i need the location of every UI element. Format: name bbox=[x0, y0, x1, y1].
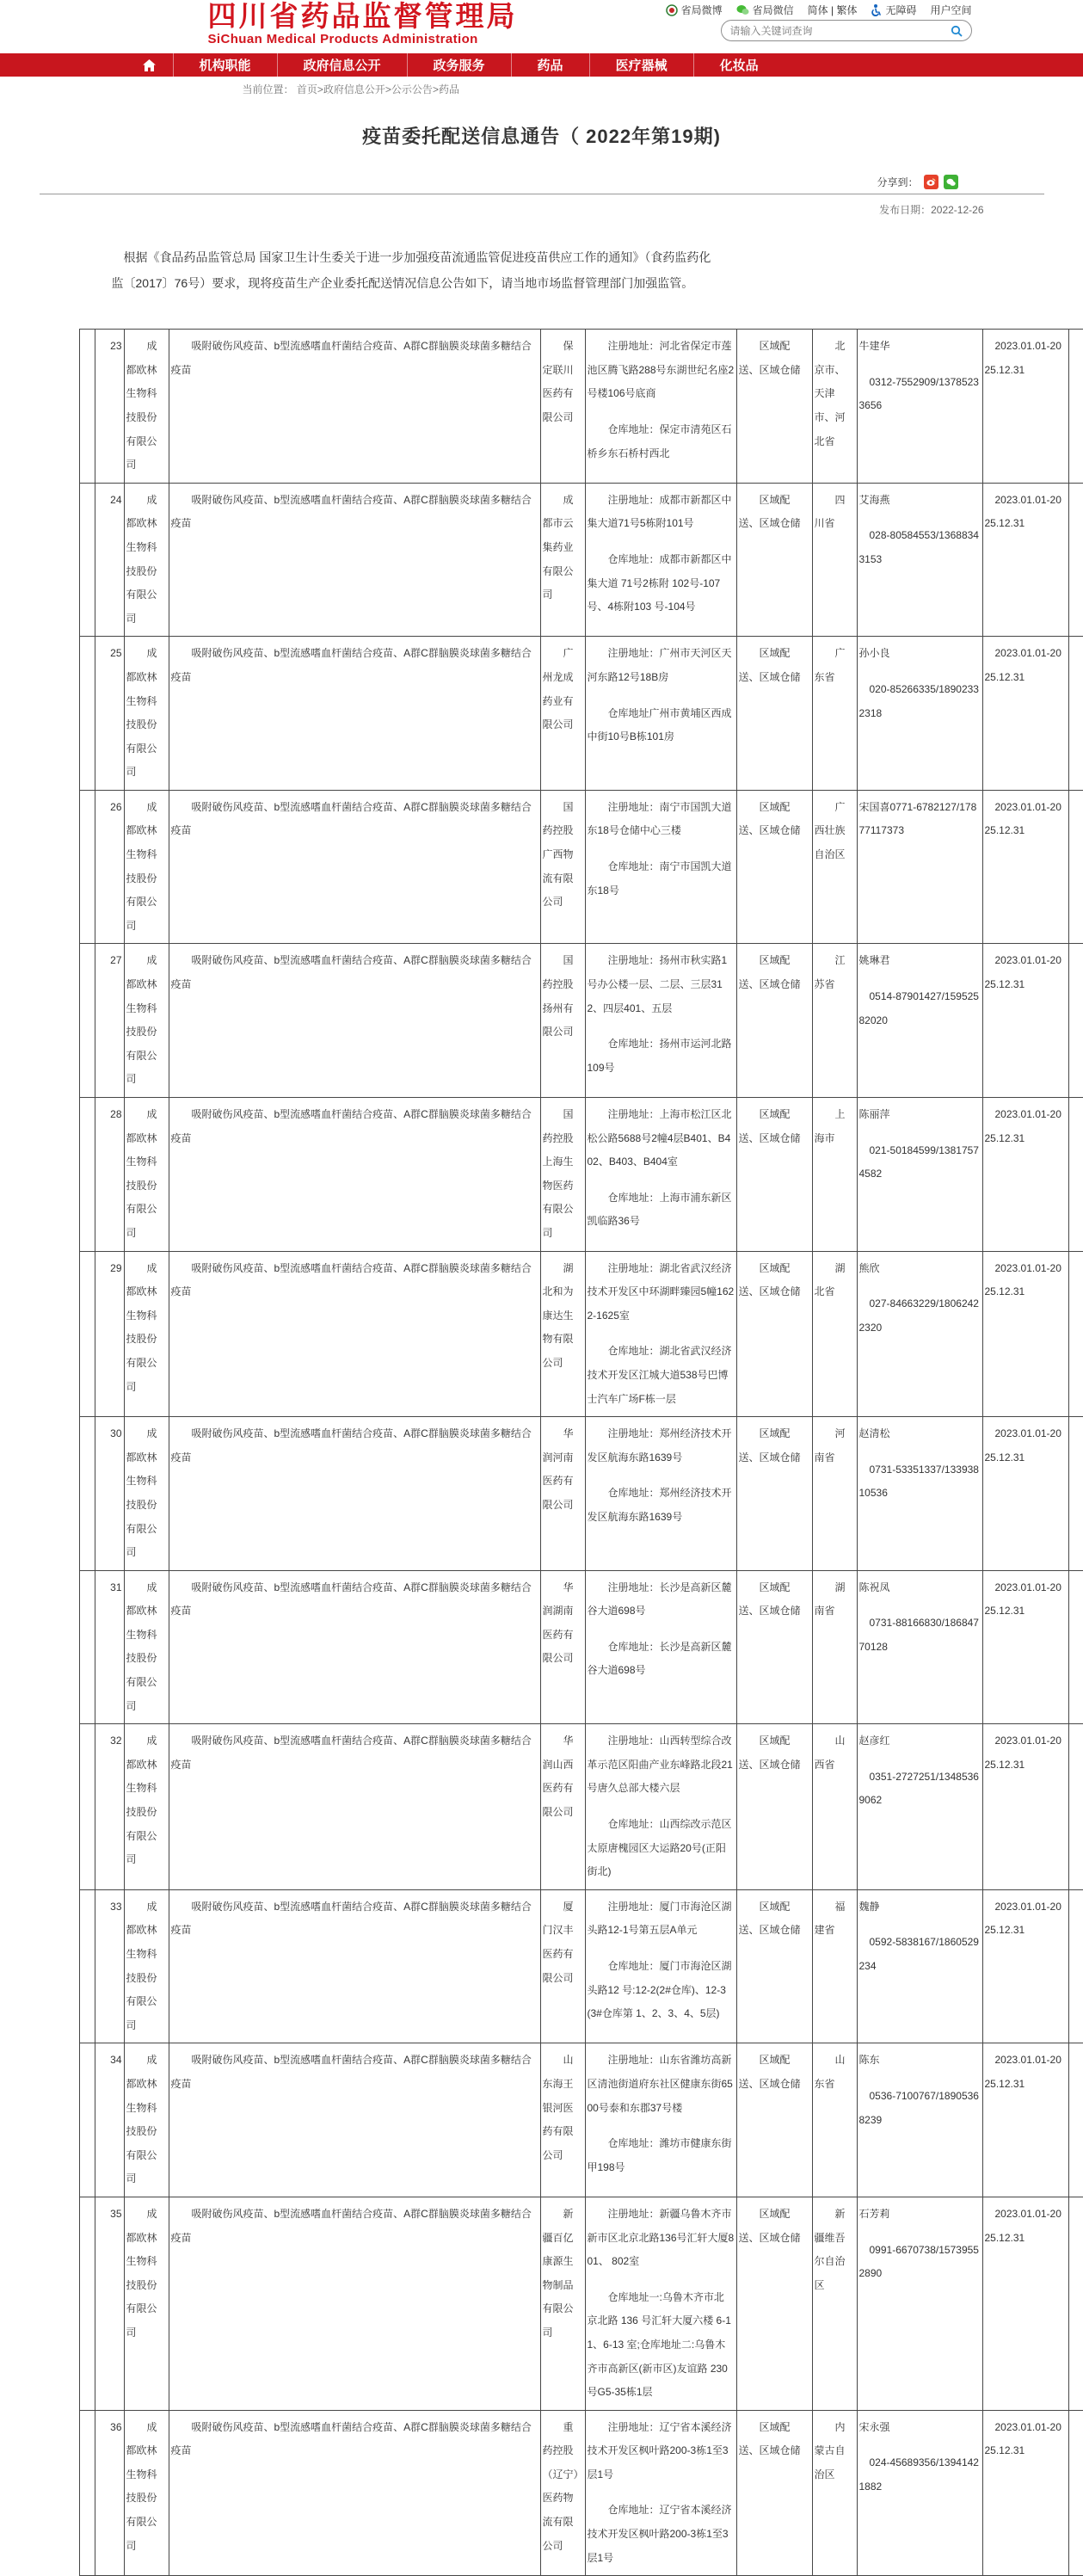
cell-contact bbox=[857, 944, 982, 1098]
cell-delivery-mode: 区域配送、区域仓储 bbox=[736, 1570, 812, 1724]
nav-item-drugs[interactable]: 药品 bbox=[511, 53, 589, 77]
cell-spacer-left bbox=[79, 1251, 95, 1417]
article bbox=[40, 122, 1061, 2576]
cell-distributor: 山东海王银河医药有限公司 bbox=[540, 2043, 585, 2197]
main-nav bbox=[0, 53, 1083, 77]
registered-address: 注册地址：长沙是高新区麓谷大道698号 bbox=[587, 1581, 732, 1618]
cell-row-number: 23 bbox=[95, 330, 124, 484]
cell-period: 2023.01.01-2025.12.31 bbox=[982, 330, 1068, 484]
contact-name: 陈祝凤 bbox=[858, 1581, 890, 1593]
cell-spacer-left bbox=[79, 1570, 95, 1724]
cell-addresses bbox=[585, 944, 736, 1098]
cell-contact bbox=[857, 1570, 982, 1724]
contact-name: 熊欣 bbox=[858, 1261, 880, 1274]
cell-contact bbox=[857, 2043, 982, 2197]
cell-distributor: 保定联川医药有限公司 bbox=[540, 330, 585, 484]
warehouse-address: 仓库地址：上海市浦东新区凯临路36号 bbox=[587, 1191, 732, 1228]
cell-period: 2023.01.01-2025.12.31 bbox=[982, 944, 1068, 1098]
cell-spacer-right bbox=[1068, 944, 1083, 1098]
cell-vaccines: 吸附破伤风疫苗、b型流感嗜血杆菌结合疫苗、A群C群脑膜炎球菌多糖结合疫苗 bbox=[169, 1889, 540, 2043]
cell-manufacturer: 成都欧林生物科技股份有限公司 bbox=[124, 1098, 169, 1252]
share-wechat-icon[interactable] bbox=[944, 175, 958, 189]
accessibility-icon bbox=[871, 4, 882, 16]
table-row bbox=[79, 790, 1083, 944]
warehouse-address: 仓库地址：长沙是高新区麓谷大道698号 bbox=[587, 1640, 732, 1677]
table-row bbox=[79, 2197, 1083, 2410]
cell-vaccines: 吸附破伤风疫苗、b型流感嗜血杆菌结合疫苗、A群C群脑膜炎球菌多糖结合疫苗 bbox=[169, 330, 540, 484]
cell-row-number: 26 bbox=[95, 790, 124, 944]
cell-distributor: 新疆百亿康源生物制品有限公司 bbox=[540, 2197, 585, 2410]
cell-spacer-left bbox=[79, 1724, 95, 1890]
contact-phone: 0592-5838167/1860529234 bbox=[858, 1936, 979, 1972]
cell-spacer-right bbox=[1068, 790, 1083, 944]
cell-manufacturer: 成都欧林生物科技股份有限公司 bbox=[124, 1889, 169, 2043]
cell-distributor: 厦门汉丰医药有限公司 bbox=[540, 1889, 585, 2043]
cell-vaccines: 吸附破伤风疫苗、b型流感嗜血杆菌结合疫苗、A群C群脑膜炎球菌多糖结合疫苗 bbox=[169, 2043, 540, 2197]
cell-period: 2023.01.01-2025.12.31 bbox=[982, 1098, 1068, 1252]
cell-spacer-left bbox=[79, 637, 95, 791]
cell-addresses bbox=[585, 2410, 736, 2576]
cell-spacer-right bbox=[1068, 2410, 1083, 2576]
cell-region: 四川省 bbox=[812, 483, 857, 637]
cell-period: 2023.01.01-2025.12.31 bbox=[982, 1417, 1068, 1571]
weibo-icon bbox=[666, 4, 678, 16]
cell-manufacturer: 成都欧林生物科技股份有限公司 bbox=[124, 790, 169, 944]
cell-distributor: 重药控股（辽宁）医药物流有限公司 bbox=[540, 2410, 585, 2576]
cell-period: 2023.01.01-2025.12.31 bbox=[982, 790, 1068, 944]
cell-vaccines: 吸附破伤风疫苗、b型流感嗜血杆菌结合疫苗、A群C群脑膜炎球菌多糖结合疫苗 bbox=[169, 1417, 540, 1571]
registered-address: 注册地址：山西转型综合改革示范区阳曲产业东峰路北段21号唐久总部大楼六层 bbox=[587, 1735, 733, 1795]
cell-addresses bbox=[585, 2043, 736, 2197]
table-row bbox=[79, 637, 1083, 791]
contact-name: 赵彦红 bbox=[858, 1735, 890, 1747]
table-row bbox=[79, 1570, 1083, 1724]
contact-name: 宋永强 bbox=[858, 2420, 890, 2433]
breadcrumb-notices[interactable]: 公示公告 bbox=[391, 83, 433, 96]
registered-address: 注册地址：辽宁省本溪经济技术开发区枫叶路200-3栋1至3层1号 bbox=[587, 2420, 732, 2480]
cell-vaccines: 吸附破伤风疫苗、b型流感嗜血杆菌结合疫苗、A群C群脑膜炎球菌多糖结合疫苗 bbox=[169, 1098, 540, 1252]
cell-vaccines: 吸附破伤风疫苗、b型流感嗜血杆菌结合疫苗、A群C群脑膜炎球菌多糖结合疫苗 bbox=[169, 1724, 540, 1890]
table-row bbox=[79, 2043, 1083, 2197]
cell-spacer-right bbox=[1068, 2043, 1083, 2197]
contact-name: 孙小良 bbox=[858, 647, 890, 660]
site-title-cn: 四川省药品监督管理局 bbox=[207, 0, 518, 32]
warehouse-address: 仓库地址：成都市新都区中集大道 71号2栋附 102号-107号、4栋附103 号-104号 bbox=[587, 552, 732, 613]
contact-phone: 0536-7100767/18905368239 bbox=[858, 2089, 979, 2126]
cell-spacer-right bbox=[1068, 1889, 1083, 2043]
cell-spacer-left bbox=[79, 2410, 95, 2576]
cell-contact bbox=[857, 637, 982, 791]
cell-distributor: 华润河南医药有限公司 bbox=[540, 1417, 585, 1571]
share-label: 分享到： bbox=[877, 176, 919, 188]
cell-delivery-mode: 区域配送、区域仓储 bbox=[736, 483, 812, 637]
contact-name: 赵清松 bbox=[858, 1427, 890, 1440]
registered-address: 注册地址：山东省潍坊高新区清池街道府东社区健康东街6500号泰和东郡37号楼 bbox=[587, 2054, 733, 2114]
contact-phone: 024-45689356/13941421882 bbox=[858, 2456, 979, 2493]
warehouse-address: 仓库地址：厦门市海沧区湖头路12 号:12-2(2#仓库)、12-3(3#仓库第 1、2、3、4、5层) bbox=[587, 1960, 732, 2020]
cell-delivery-mode: 区域配送、区域仓储 bbox=[736, 1724, 812, 1890]
cell-contact bbox=[857, 1889, 982, 2043]
vaccine-table-body bbox=[79, 330, 1083, 2576]
cell-spacer-right bbox=[1068, 637, 1083, 791]
warehouse-address: 仓库地址：潍坊市健康东街甲198号 bbox=[587, 2137, 732, 2173]
cell-period: 2023.01.01-2025.12.31 bbox=[982, 1251, 1068, 1417]
cell-spacer-right bbox=[1068, 2197, 1083, 2410]
share-row bbox=[40, 175, 1044, 189]
registered-address: 注册地址：郑州经济技术开发区航海东路1639号 bbox=[587, 1427, 732, 1464]
cell-region: 河南省 bbox=[812, 1417, 857, 1571]
cell-row-number: 27 bbox=[95, 944, 124, 1098]
cell-addresses bbox=[585, 1570, 736, 1724]
cell-contact bbox=[857, 1251, 982, 1417]
breadcrumb-prefix: 当前位置： bbox=[242, 83, 294, 96]
table-row bbox=[79, 1889, 1083, 2043]
registered-address: 注册地址：上海市松江区北松公路5688号2幢4层B401、B402、B403、B404室 bbox=[587, 1108, 732, 1168]
registered-address: 注册地址：河北省保定市莲池区腾飞路288号东湖世纪名座2号楼106号底商 bbox=[587, 340, 735, 400]
cell-region: 江苏省 bbox=[812, 944, 857, 1098]
cell-contact bbox=[857, 2197, 982, 2410]
cell-delivery-mode: 区域配送、区域仓储 bbox=[736, 2197, 812, 2410]
cell-spacer-left bbox=[79, 1417, 95, 1571]
cell-period: 2023.01.01-2025.12.31 bbox=[982, 2197, 1068, 2410]
cell-contact bbox=[857, 1417, 982, 1571]
cell-period: 2023.01.01-2025.12.31 bbox=[982, 483, 1068, 637]
cell-row-number: 25 bbox=[95, 637, 124, 791]
cell-addresses bbox=[585, 1098, 736, 1252]
cell-manufacturer: 成都欧林生物科技股份有限公司 bbox=[124, 1570, 169, 1724]
cell-vaccines: 吸附破伤风疫苗、b型流感嗜血杆菌结合疫苗、A群C群脑膜炎球菌多糖结合疫苗 bbox=[169, 1570, 540, 1724]
cell-spacer-right bbox=[1068, 1417, 1083, 1571]
cell-vaccines: 吸附破伤风疫苗、b型流感嗜血杆菌结合疫苗、A群C群脑膜炎球菌多糖结合疫苗 bbox=[169, 483, 540, 637]
lang-switch[interactable]: 简体 | 繁体 bbox=[807, 4, 858, 16]
nav-home[interactable] bbox=[126, 53, 173, 77]
cell-addresses bbox=[585, 1251, 736, 1417]
cell-vaccines: 吸附破伤风疫苗、b型流感嗜血杆菌结合疫苗、A群C群脑膜炎球菌多糖结合疫苗 bbox=[169, 944, 540, 1098]
cell-manufacturer: 成都欧林生物科技股份有限公司 bbox=[124, 330, 169, 484]
breadcrumb-home[interactable]: 首页 bbox=[296, 83, 317, 96]
site-header bbox=[0, 0, 1083, 52]
warehouse-address: 仓库地址：南宁市国凯大道东18号 bbox=[587, 860, 732, 897]
registered-address: 注册地址：湖北省武汉经济技术开发区中环湖畔臻园5幢1622-1625室 bbox=[587, 1261, 735, 1322]
contact-phone: 0991-6670738/15739552890 bbox=[858, 2243, 979, 2280]
cell-distributor: 国药控股扬州有限公司 bbox=[540, 944, 585, 1098]
wechat-icon bbox=[736, 4, 749, 15]
cell-period: 2023.01.01-2025.12.31 bbox=[982, 1724, 1068, 1890]
cell-delivery-mode: 区域配送、区域仓储 bbox=[736, 2410, 812, 2576]
cell-period: 2023.01.01-2025.12.31 bbox=[982, 1889, 1068, 2043]
warehouse-address: 仓库地址：湖北省武汉经济技术开发区江城大道538号巴博士汽车广场F栋一层 bbox=[587, 1345, 732, 1405]
contact-name: 艾海燕 bbox=[858, 493, 890, 506]
cell-spacer-left bbox=[79, 2043, 95, 2197]
page-title: 疫苗委托配送信息通告（ 2022年第19期) bbox=[362, 126, 721, 147]
cell-addresses bbox=[585, 1417, 736, 1571]
contact-name: 牛建华 bbox=[858, 340, 890, 353]
topbar bbox=[666, 3, 972, 17]
warehouse-address: 仓库地址广州市黄埔区西成中街10号B栋101房 bbox=[587, 706, 732, 743]
cell-spacer-left bbox=[79, 330, 95, 484]
cell-period: 2023.01.01-2025.12.31 bbox=[982, 637, 1068, 791]
cell-period: 2023.01.01-2025.12.31 bbox=[982, 2043, 1068, 2197]
cell-row-number: 32 bbox=[95, 1724, 124, 1890]
cell-period: 2023.01.01-2025.12.31 bbox=[982, 2410, 1068, 2576]
cell-contact bbox=[857, 790, 982, 944]
cell-spacer-left bbox=[79, 790, 95, 944]
table-row bbox=[79, 330, 1083, 484]
cell-region: 山东省 bbox=[812, 2043, 857, 2197]
cell-distributor: 华润湖南医药有限公司 bbox=[540, 1570, 585, 1724]
cell-delivery-mode: 区域配送、区域仓储 bbox=[736, 330, 812, 484]
cell-region: 新疆维吾尔自治区 bbox=[812, 2197, 857, 2410]
nav-item-services[interactable]: 政务服务 bbox=[407, 53, 511, 77]
table-row bbox=[79, 1251, 1083, 1417]
breadcrumb: 当前位置： 首页>政府信息公开>公示公告>药品 bbox=[242, 83, 459, 96]
warehouse-address: 仓库地址：扬州市运河北路109号 bbox=[587, 1038, 732, 1074]
cell-region: 广东省 bbox=[812, 637, 857, 791]
cell-row-number: 29 bbox=[95, 1251, 124, 1417]
cell-spacer-right bbox=[1068, 330, 1083, 484]
cell-region: 山西省 bbox=[812, 1724, 857, 1890]
cell-vaccines: 吸附破伤风疫苗、b型流感嗜血杆菌结合疫苗、A群C群脑膜炎球菌多糖结合疫苗 bbox=[169, 1251, 540, 1417]
cell-manufacturer: 成都欧林生物科技股份有限公司 bbox=[124, 637, 169, 791]
cell-spacer-right bbox=[1068, 1098, 1083, 1252]
cell-contact bbox=[857, 1098, 982, 1252]
contact-phone: 0351-2727251/13485369062 bbox=[858, 1770, 979, 1807]
table-row bbox=[79, 1098, 1083, 1252]
cell-region: 湖南省 bbox=[812, 1570, 857, 1724]
cell-vaccines: 吸附破伤风疫苗、b型流感嗜血杆菌结合疫苗、A群C群脑膜炎球菌多糖结合疫苗 bbox=[169, 637, 540, 791]
contact-phone: 021-50184599/13817574582 bbox=[858, 1143, 979, 1180]
contact-name: 魏静 bbox=[858, 1900, 880, 1913]
cell-distributor: 国药控股上海生物医药有限公司 bbox=[540, 1098, 585, 1252]
article-intro: 根据《食品药品监管总局 国家卫生计生委关于进一步加强疫苗流通监管促进疫苗供应工作的通知》（食药监药化监〔2017〕76号）要求，现将疫苗生产企业委托配送情况信息公告如下，请当地市场监督管理部门加强监管。 bbox=[111, 250, 711, 291]
cell-region: 福建省 bbox=[812, 1889, 857, 2043]
cell-manufacturer: 成都欧林生物科技股份有限公司 bbox=[124, 2043, 169, 2197]
table-row bbox=[79, 2410, 1083, 2576]
cell-row-number: 30 bbox=[95, 1417, 124, 1571]
contact-name: 宋国喜0771-6782127/17877117373 bbox=[858, 800, 977, 837]
table-row bbox=[79, 944, 1083, 1098]
cell-manufacturer: 成都欧林生物科技股份有限公司 bbox=[124, 1724, 169, 1890]
cell-vaccines: 吸附破伤风疫苗、b型流感嗜血杆菌结合疫苗、A群C群脑膜炎球菌多糖结合疫苗 bbox=[169, 2197, 540, 2410]
cell-addresses bbox=[585, 790, 736, 944]
contact-name: 石芳莉 bbox=[858, 2207, 890, 2220]
publish-date: 发布日期：2022-12-26 bbox=[879, 204, 984, 216]
cell-spacer-left bbox=[79, 1098, 95, 1252]
cell-distributor: 成都市云集药业有限公司 bbox=[540, 483, 585, 637]
contact-name: 陈丽萍 bbox=[858, 1108, 890, 1120]
registered-address: 注册地址：扬州市秋实路1号办公楼一层、二层、三层312、四层401、五层 bbox=[587, 954, 728, 1014]
cell-manufacturer: 成都欧林生物科技股份有限公司 bbox=[124, 2197, 169, 2410]
cell-row-number: 31 bbox=[95, 1570, 124, 1724]
cell-region: 湖北省 bbox=[812, 1251, 857, 1417]
nav-item-functions[interactable]: 机构职能 bbox=[173, 53, 277, 77]
contact-name: 姚琳君 bbox=[858, 954, 890, 967]
search-box bbox=[721, 20, 972, 41]
cell-row-number: 34 bbox=[95, 2043, 124, 2197]
cell-spacer-right bbox=[1068, 1724, 1083, 1890]
weibo-link[interactable]: 省局微博 bbox=[666, 3, 723, 17]
cell-distributor: 华润山西医药有限公司 bbox=[540, 1724, 585, 1890]
cell-row-number: 35 bbox=[95, 2197, 124, 2410]
cell-delivery-mode: 区域配送、区域仓储 bbox=[736, 1251, 812, 1417]
cell-region: 上海市 bbox=[812, 1098, 857, 1252]
cell-manufacturer: 成都欧林生物科技股份有限公司 bbox=[124, 2410, 169, 2576]
table-row bbox=[79, 1724, 1083, 1890]
cell-manufacturer: 成都欧林生物科技股份有限公司 bbox=[124, 1417, 169, 1571]
cell-spacer-left bbox=[79, 2197, 95, 2410]
cell-delivery-mode: 区域配送、区域仓储 bbox=[736, 2043, 812, 2197]
cell-spacer-left bbox=[79, 1889, 95, 2043]
cell-period: 2023.01.01-2025.12.31 bbox=[982, 1570, 1068, 1724]
registered-address: 注册地址：成都市新都区中集大道71号5栋附101号 bbox=[587, 493, 732, 530]
warehouse-address: 仓库地址：郑州经济技术开发区航海东路1639号 bbox=[587, 1487, 732, 1523]
cell-manufacturer: 成都欧林生物科技股份有限公司 bbox=[124, 944, 169, 1098]
nav-item-gov-info[interactable]: 政府信息公开 bbox=[277, 53, 407, 77]
cell-region: 内蒙古自治区 bbox=[812, 2410, 857, 2576]
contact-phone: 0731-53351337/13393810536 bbox=[858, 1463, 979, 1500]
registered-address: 注册地址：广州市天河区天河东路12号18B房 bbox=[587, 647, 732, 683]
cell-distributor: 广州龙成药业有限公司 bbox=[540, 637, 585, 791]
cell-region: 广西壮族自治区 bbox=[812, 790, 857, 944]
cell-spacer-right bbox=[1068, 483, 1083, 637]
contact-phone: 028-80584553/13688343153 bbox=[858, 529, 979, 565]
cell-distributor: 国药控股广西物流有限公司 bbox=[540, 790, 585, 944]
cell-vaccines: 吸附破伤风疫苗、b型流感嗜血杆菌结合疫苗、A群C群脑膜炎球菌多糖结合疫苗 bbox=[169, 2410, 540, 2576]
cell-delivery-mode: 区域配送、区域仓储 bbox=[736, 944, 812, 1098]
cell-contact bbox=[857, 483, 982, 637]
cell-delivery-mode: 区域配送、区域仓储 bbox=[736, 1098, 812, 1252]
cell-row-number: 33 bbox=[95, 1889, 124, 2043]
cell-contact bbox=[857, 2410, 982, 2576]
registered-address: 注册地址：厦门市海沧区湖头路12-1号第五层A单元 bbox=[587, 1900, 732, 1937]
nav-item-cosmetics[interactable]: 化妆品 bbox=[693, 53, 785, 77]
cell-row-number: 36 bbox=[95, 2410, 124, 2576]
contact-phone: 0312-7552909/13785233656 bbox=[858, 375, 979, 412]
home-icon bbox=[143, 59, 156, 71]
cell-spacer-right bbox=[1068, 1570, 1083, 1724]
cell-addresses bbox=[585, 2197, 736, 2410]
wechat-link[interactable]: 省局微信 bbox=[736, 3, 794, 17]
cell-manufacturer: 成都欧林生物科技股份有限公司 bbox=[124, 1251, 169, 1417]
site-title-en: SiChuan Medical Products Administration bbox=[207, 31, 478, 46]
cell-contact bbox=[857, 330, 982, 484]
contact-phone: 0514-87901427/15952582020 bbox=[858, 990, 979, 1026]
contact-phone: 020-85266335/18902332318 bbox=[858, 682, 979, 719]
cell-addresses bbox=[585, 1724, 736, 1890]
breadcrumb-gov-info[interactable]: 政府信息公开 bbox=[323, 83, 385, 96]
registered-address: 注册地址：南宁市国凯大道东18号仓储中心三楼 bbox=[587, 800, 732, 837]
table-row bbox=[79, 483, 1083, 637]
cell-spacer-left bbox=[79, 944, 95, 1098]
user-space-link[interactable]: 用户空间 bbox=[930, 4, 972, 16]
registered-address: 注册地址：新疆乌鲁木齐市新市区北京北路136号汇轩大厦801、 802室 bbox=[587, 2207, 735, 2268]
cell-row-number: 24 bbox=[95, 483, 124, 637]
warehouse-address: 仓库地址一:乌鲁木齐市北京北路 136 号汇轩大厦六楼 6-11、6-13 室;仓库地址二:乌鲁木齐市高新区(新市区)友谊路 230号G5-35栋1层 bbox=[587, 2290, 731, 2399]
cell-delivery-mode: 区域配送、区域仓储 bbox=[736, 1889, 812, 2043]
cell-spacer-right bbox=[1068, 1251, 1083, 1417]
vaccine-delivery-table bbox=[40, 329, 1061, 2576]
contact-phone: 0731-88166830/18684770128 bbox=[858, 1617, 979, 1653]
cell-delivery-mode: 区域配送、区域仓储 bbox=[736, 1417, 812, 1571]
cell-contact bbox=[857, 1724, 982, 1890]
cell-region: 北京市、天津市、河北省 bbox=[812, 330, 857, 484]
cell-delivery-mode: 区域配送、区域仓储 bbox=[736, 637, 812, 791]
cell-distributor: 湖北和为康达生物有限公司 bbox=[540, 1251, 585, 1417]
share-weibo-icon[interactable] bbox=[924, 175, 938, 189]
cell-row-number: 28 bbox=[95, 1098, 124, 1252]
table-row bbox=[79, 1417, 1083, 1571]
cell-addresses bbox=[585, 1889, 736, 2043]
search-icon[interactable] bbox=[951, 25, 963, 37]
nav-item-devices[interactable]: 医疗器械 bbox=[589, 53, 693, 77]
warehouse-address: 仓库地址：保定市清苑区石桥乡东石桥村西北 bbox=[587, 422, 732, 459]
cell-delivery-mode: 区域配送、区域仓储 bbox=[736, 790, 812, 944]
cell-addresses bbox=[585, 483, 736, 637]
cell-addresses bbox=[585, 637, 736, 791]
cell-manufacturer: 成都欧林生物科技股份有限公司 bbox=[124, 483, 169, 637]
cell-addresses bbox=[585, 330, 736, 484]
cell-spacer-left bbox=[79, 483, 95, 637]
warehouse-address: 仓库地址：山西综改示范区太原唐槐园区大运路20号(正阳街北) bbox=[587, 1818, 732, 1878]
search-input[interactable] bbox=[730, 25, 951, 37]
warehouse-address: 仓库地址：辽宁省本溪经济技术开发区枫叶路200-3栋1至3层1号 bbox=[587, 2504, 732, 2564]
contact-phone: 027-84663229/18062422320 bbox=[858, 1297, 979, 1334]
contact-name: 陈东 bbox=[858, 2054, 880, 2067]
accessibility-link[interactable]: 无障碍 bbox=[871, 3, 916, 17]
breadcrumb-drugs[interactable]: 药品 bbox=[438, 83, 459, 96]
cell-vaccines: 吸附破伤风疫苗、b型流感嗜血杆菌结合疫苗、A群C群脑膜炎球菌多糖结合疫苗 bbox=[169, 790, 540, 944]
